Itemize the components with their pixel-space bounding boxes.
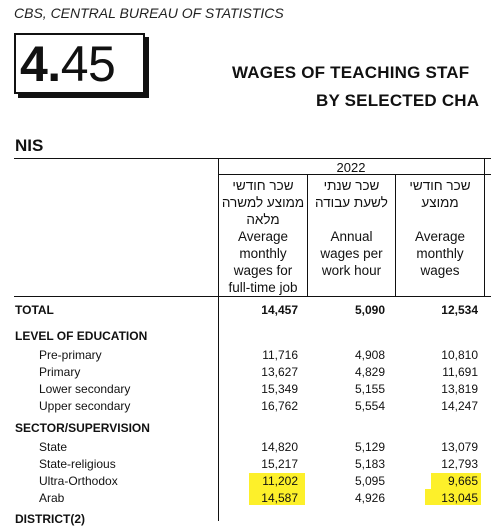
- agency-name: CBS, CENTRAL BUREAU OF STATISTICS: [14, 5, 284, 21]
- cell-state-religious-monthly: 12,793: [441, 457, 478, 471]
- cell-total-hourly: 5,090: [354, 303, 385, 317]
- cell-primary-hourly: 4,829: [354, 365, 385, 379]
- column-header-monthly: [396, 177, 484, 279]
- cell-upper-secondary-hourly: 5,554: [354, 399, 385, 413]
- cell-state-religious-hourly: 5,183: [354, 457, 385, 471]
- cell-upper-secondary-full-time: 16,762: [261, 399, 298, 413]
- table-title-line1: WAGES OF TEACHING STAF: [232, 63, 470, 82]
- section-district: DISTRICT(2): [15, 512, 85, 526]
- row-label-state-religious: State-religious: [39, 457, 116, 471]
- column-header-hebrew: שכר שנתי לשעת עבודה: [315, 178, 388, 210]
- cell-total-monthly: 12,534: [441, 303, 478, 317]
- cell-state-full-time: 14,820: [261, 440, 298, 454]
- cell-lower-secondary-full-time: 15,349: [261, 382, 298, 396]
- row-label-ultra-orthodox: Ultra-Orthodox: [39, 474, 118, 488]
- cell-ultra-orthodox-hourly: 5,095: [354, 474, 385, 488]
- cell-primary-full-time: 13,627: [261, 365, 298, 379]
- row-label-lower-secondary: Lower secondary: [39, 382, 131, 396]
- column-header-full-time: [219, 177, 307, 296]
- table-number: [20, 32, 115, 96]
- cell-pre-primary-monthly: 10,810: [441, 348, 478, 362]
- header-bottom-rule: [14, 296, 491, 297]
- cell-primary-monthly: 11,691: [442, 365, 478, 379]
- cell-upper-secondary-monthly: 14,247: [441, 399, 478, 413]
- column-header-hebrew: שכר חודשי ממוצע למשרה מלאה: [221, 178, 305, 227]
- cell-state-religious-full-time: 15,217: [261, 457, 298, 471]
- row-label-arab: Arab: [39, 491, 65, 505]
- table-number-rest: 45: [60, 36, 116, 92]
- row-label-state: State: [39, 440, 68, 454]
- cell-lower-secondary-monthly: 13,819: [441, 382, 478, 396]
- cell-arab-full-time: 14,587: [261, 491, 298, 505]
- column-header-english: Average monthly wages: [414, 229, 466, 278]
- row-label-total: TOTAL: [15, 303, 54, 317]
- header-top-rule: [14, 158, 491, 159]
- cell-arab-hourly: 4,926: [354, 491, 385, 505]
- column-header-hebrew: שכר חודשי ממוצע: [409, 178, 471, 210]
- cell-state-monthly: 13,079: [441, 440, 478, 454]
- column-header-hourly: [308, 177, 395, 279]
- section-sector-supervision: SECTOR/SUPERVISION: [15, 421, 150, 435]
- column-header-english: Average monthly wages for full-time job: [228, 229, 298, 295]
- column-divider-3: [484, 158, 485, 296]
- unit-label: NIS: [15, 136, 44, 155]
- cell-ultra-orthodox-monthly: 9,665: [447, 474, 478, 488]
- cell-pre-primary-full-time: 11,716: [262, 348, 298, 362]
- table-title-line2: BY SELECTED CHA: [316, 91, 480, 110]
- row-label-upper-secondary: Upper secondary: [39, 399, 131, 413]
- cell-arab-monthly: 13,045: [441, 491, 478, 505]
- year-header: 2022: [336, 160, 366, 175]
- cell-state-hourly: 5,129: [354, 440, 385, 454]
- section-level-of-education: LEVEL OF EDUCATION: [15, 329, 148, 343]
- column-header-english: Annual wages per work hour: [320, 229, 383, 278]
- cell-pre-primary-hourly: 4,908: [354, 348, 385, 362]
- row-label-primary: Primary: [39, 365, 81, 379]
- table-number-bold: 4.: [20, 36, 61, 92]
- cell-lower-secondary-hourly: 5,155: [354, 382, 385, 396]
- cell-ultra-orthodox-full-time: 11,202: [262, 474, 298, 488]
- cell-total-full-time: 14,457: [261, 303, 298, 317]
- row-label-pre-primary: Pre-primary: [39, 348, 102, 362]
